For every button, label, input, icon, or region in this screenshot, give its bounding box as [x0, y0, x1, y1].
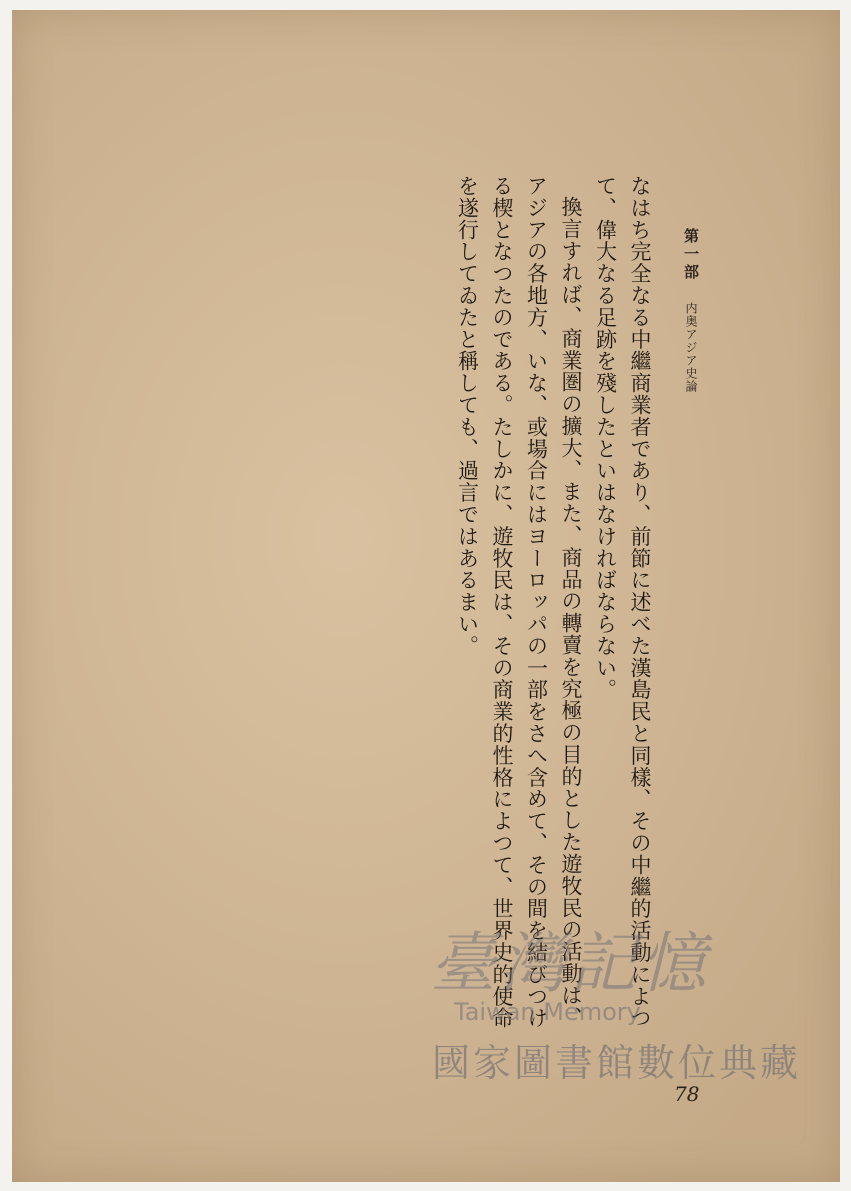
paragraph-1: なはち完全なる中繼商業者であり、前節に述べた漢島民と同樣、その中繼的活動によつて、偉大なる足跡を殘したといはなければならない。: [593, 175, 652, 1030]
watermark: [420, 910, 800, 1110]
page-number: 78: [674, 1082, 700, 1106]
book-page: [12, 10, 840, 1182]
running-head-part: 第一部: [682, 228, 700, 282]
paragraph-2: 換言すれば、商業圏の擴大、また、商品の轉賣を究極の目的とした遊牧民の活動は、アジアの各地方、いな、或場合にはヨーロッパの一部をさへ含めて、その間を結びつける楔となつたのである。たしかに、遊牧民は、その商業的性格によつて、世界史的使命を遂行してゐたと稱しても、過言ではあるまい。: [455, 175, 583, 1030]
running-head-subtitle: 内奥アジア史論: [684, 302, 698, 394]
watermark-calligraphy: 臺灣記憶: [430, 925, 710, 1002]
running-head: [680, 228, 702, 393]
watermark-english: Taiwan Memory: [454, 998, 641, 1026]
watermark-library: 國家圖書館數位典藏: [432, 1041, 802, 1085]
